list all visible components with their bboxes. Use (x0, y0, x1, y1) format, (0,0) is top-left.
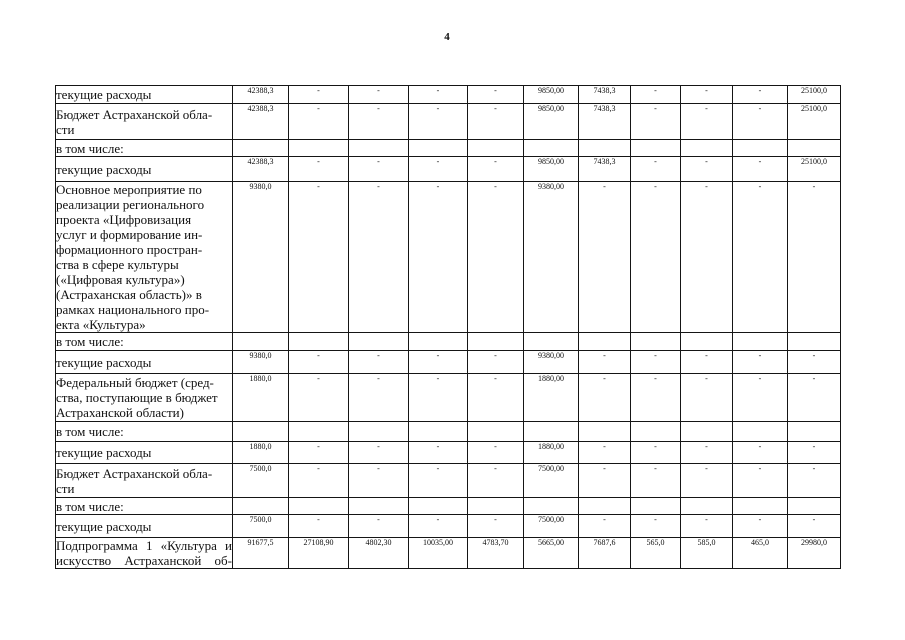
row-label (56, 86, 233, 104)
value-cell: 9380,00 (524, 351, 579, 374)
empty-cell (233, 333, 289, 351)
value-cell: - (468, 374, 524, 422)
value-cell: - (409, 442, 468, 464)
empty-cell (631, 333, 681, 351)
empty-cell (681, 140, 733, 157)
value-cell: 7500,0 (233, 515, 289, 538)
empty-cell (733, 422, 788, 442)
value-cell: - (733, 104, 788, 140)
label-line: в том числе: (56, 498, 124, 514)
row-label (56, 515, 233, 538)
empty-cell (409, 140, 468, 157)
table-row (56, 498, 841, 515)
value-cell: - (349, 515, 409, 538)
empty-cell (349, 422, 409, 442)
value-cell: - (681, 464, 733, 498)
value-cell: - (681, 374, 733, 422)
value-cell: 10035,00 (409, 538, 468, 569)
value-cell: 565,0 (631, 538, 681, 569)
row-label (56, 182, 233, 333)
budget-table (55, 85, 841, 569)
value-cell: - (733, 182, 788, 333)
value-cell: - (631, 515, 681, 538)
value-cell: 9850,00 (524, 104, 579, 140)
value-cell: 7687,6 (579, 538, 631, 569)
label-line: искусство Астраханской об- (56, 553, 232, 568)
empty-cell (631, 422, 681, 442)
value-cell: - (681, 182, 733, 333)
label-line: Бюджет Астраханской обла- (56, 106, 213, 122)
empty-cell (409, 422, 468, 442)
empty-cell (733, 498, 788, 515)
value-cell: - (681, 442, 733, 464)
value-cell: - (681, 86, 733, 104)
value-cell: 9850,00 (524, 86, 579, 104)
row-label (56, 464, 233, 498)
row-label (56, 104, 233, 140)
empty-cell (468, 333, 524, 351)
label-line: Бюджет Астраханской обла- (56, 465, 213, 481)
label-line: текущие расходы (56, 161, 152, 177)
empty-cell (681, 498, 733, 515)
value-cell: - (631, 442, 681, 464)
value-cell: - (579, 351, 631, 374)
value-cell: - (409, 182, 468, 333)
empty-cell (233, 140, 289, 157)
empty-cell (631, 498, 681, 515)
value-cell: - (289, 464, 349, 498)
label-line: («Цифровая культура») (56, 272, 185, 287)
value-cell: 1880,00 (524, 374, 579, 422)
empty-cell (579, 422, 631, 442)
row-label (56, 157, 233, 182)
empty-cell (579, 140, 631, 157)
value-cell: - (631, 182, 681, 333)
value-cell: 27108,90 (289, 538, 349, 569)
value-cell: - (468, 442, 524, 464)
value-cell: - (681, 157, 733, 182)
table-row (56, 157, 841, 182)
empty-cell (524, 422, 579, 442)
empty-cell (468, 140, 524, 157)
table-row (56, 515, 841, 538)
label-line: формационного простран- (56, 242, 203, 257)
value-cell: - (289, 182, 349, 333)
row-label (56, 333, 233, 351)
table-row (56, 333, 841, 351)
value-cell: 29980,0 (788, 538, 841, 569)
table-row (56, 104, 841, 140)
value-cell: - (631, 104, 681, 140)
value-cell: 91677,5 (233, 538, 289, 569)
label-line: проекта «Цифровизация (56, 212, 192, 227)
empty-cell (681, 422, 733, 442)
label-line: в том числе: (56, 140, 124, 156)
value-cell: - (289, 442, 349, 464)
value-cell: - (788, 182, 841, 333)
empty-cell (631, 140, 681, 157)
empty-cell (349, 333, 409, 351)
value-cell: - (409, 86, 468, 104)
value-cell: 9380,0 (233, 351, 289, 374)
row-label (56, 140, 233, 157)
value-cell: 7500,00 (524, 515, 579, 538)
value-cell: 7500,0 (233, 464, 289, 498)
value-cell: - (468, 86, 524, 104)
table-row (56, 351, 841, 374)
value-cell: - (409, 515, 468, 538)
empty-cell (788, 498, 841, 515)
value-cell: - (289, 351, 349, 374)
empty-cell (233, 498, 289, 515)
label-line: Астраханской области) (56, 405, 184, 420)
empty-cell (289, 140, 349, 157)
empty-cell (468, 422, 524, 442)
value-cell: - (468, 104, 524, 140)
value-cell: - (733, 515, 788, 538)
value-cell: - (289, 157, 349, 182)
value-cell: - (631, 86, 681, 104)
value-cell: - (289, 104, 349, 140)
value-cell: - (631, 351, 681, 374)
empty-cell (524, 140, 579, 157)
row-label (56, 442, 233, 464)
value-cell: - (289, 515, 349, 538)
label-line: услуг и формирование ин- (56, 227, 203, 242)
empty-cell (733, 140, 788, 157)
value-cell: - (733, 351, 788, 374)
empty-cell (409, 333, 468, 351)
label-line: текущие расходы (56, 354, 152, 370)
empty-cell (349, 140, 409, 157)
table-row (56, 86, 841, 104)
value-cell: - (681, 351, 733, 374)
label-line: в том числе: (56, 334, 124, 349)
value-cell: - (289, 86, 349, 104)
label-line: Подпрограмма 1 «Культура и (56, 538, 232, 553)
value-cell: 585,0 (681, 538, 733, 569)
row-label (56, 422, 233, 442)
value-cell: - (409, 157, 468, 182)
label-line: (Астраханская область)» в (56, 287, 202, 302)
value-cell: - (468, 182, 524, 333)
value-cell: - (681, 104, 733, 140)
value-cell: - (468, 464, 524, 498)
empty-cell (289, 498, 349, 515)
value-cell: - (579, 515, 631, 538)
value-cell: 9850,00 (524, 157, 579, 182)
value-cell: 5665,00 (524, 538, 579, 569)
value-cell: - (733, 86, 788, 104)
value-cell: - (409, 351, 468, 374)
value-cell: - (349, 104, 409, 140)
label-line: Федеральный бюджет (сред- (56, 375, 214, 390)
value-cell: - (631, 374, 681, 422)
table-row (56, 140, 841, 157)
value-cell: - (409, 104, 468, 140)
value-cell: 4802,30 (349, 538, 409, 569)
value-cell: - (409, 464, 468, 498)
empty-cell (788, 140, 841, 157)
label-line: ства в сфере культуры (56, 257, 179, 272)
table-row (56, 182, 841, 333)
empty-cell (524, 498, 579, 515)
empty-cell (524, 333, 579, 351)
value-cell: - (788, 351, 841, 374)
value-cell: - (631, 157, 681, 182)
value-cell: - (349, 464, 409, 498)
value-cell: - (349, 182, 409, 333)
row-label (56, 498, 233, 515)
value-cell: - (631, 464, 681, 498)
empty-cell (289, 422, 349, 442)
value-cell: - (468, 515, 524, 538)
value-cell: - (788, 464, 841, 498)
value-cell: 42388,3 (233, 86, 289, 104)
value-cell: 42388,3 (233, 157, 289, 182)
value-cell: - (579, 464, 631, 498)
value-cell: - (349, 157, 409, 182)
value-cell: 1880,0 (233, 374, 289, 422)
empty-cell (349, 498, 409, 515)
value-cell: - (579, 182, 631, 333)
empty-cell (233, 422, 289, 442)
table-row (56, 442, 841, 464)
value-cell: 25100,0 (788, 86, 841, 104)
value-cell: - (733, 442, 788, 464)
value-cell: 7438,3 (579, 86, 631, 104)
value-cell: 7438,3 (579, 104, 631, 140)
value-cell: - (579, 374, 631, 422)
value-cell: - (349, 374, 409, 422)
value-cell: - (681, 515, 733, 538)
value-cell: - (788, 442, 841, 464)
value-cell: - (579, 442, 631, 464)
value-cell: 42388,3 (233, 104, 289, 140)
value-cell: 4783,70 (468, 538, 524, 569)
row-label (56, 351, 233, 374)
label-line: текущие расходы (56, 87, 152, 102)
page-number: 4 (444, 31, 450, 43)
table-row (56, 374, 841, 422)
empty-cell (468, 498, 524, 515)
value-cell: - (733, 157, 788, 182)
label-line: рамках национального про- (56, 302, 210, 317)
value-cell: - (733, 374, 788, 422)
label-line: ства, поступающие в бюджет (56, 390, 218, 405)
empty-cell (733, 333, 788, 351)
label-line: сти (56, 480, 75, 496)
table-row (56, 464, 841, 498)
empty-cell (681, 333, 733, 351)
empty-cell (788, 333, 841, 351)
empty-cell (788, 422, 841, 442)
empty-cell (579, 498, 631, 515)
table-row (56, 422, 841, 442)
value-cell: - (289, 374, 349, 422)
value-cell: - (409, 374, 468, 422)
table-row (56, 538, 841, 569)
value-cell: 1880,00 (524, 442, 579, 464)
empty-cell (289, 333, 349, 351)
label-line: в том числе: (56, 424, 124, 439)
empty-cell (409, 498, 468, 515)
value-cell: 1880,0 (233, 442, 289, 464)
label-line: текущие расходы (56, 445, 152, 460)
value-cell: 7438,3 (579, 157, 631, 182)
label-line: екта «Культура» (56, 317, 146, 332)
value-cell: - (349, 86, 409, 104)
value-cell: 465,0 (733, 538, 788, 569)
value-cell: 25100,0 (788, 157, 841, 182)
label-line: сти (56, 121, 75, 137)
row-label (56, 538, 233, 569)
value-cell: - (733, 464, 788, 498)
label-line: текущие расходы (56, 518, 152, 534)
label-line: реализации регионального (56, 197, 205, 212)
value-cell: 9380,0 (233, 182, 289, 333)
value-cell: - (468, 157, 524, 182)
value-cell: 9380,00 (524, 182, 579, 333)
label-line: Основное мероприятие по (56, 182, 202, 197)
value-cell: - (788, 515, 841, 538)
value-cell: - (349, 442, 409, 464)
value-cell: - (468, 351, 524, 374)
value-cell: - (349, 351, 409, 374)
value-cell: 25100,0 (788, 104, 841, 140)
empty-cell (579, 333, 631, 351)
value-cell: 7500,00 (524, 464, 579, 498)
row-label (56, 374, 233, 422)
value-cell: - (788, 374, 841, 422)
